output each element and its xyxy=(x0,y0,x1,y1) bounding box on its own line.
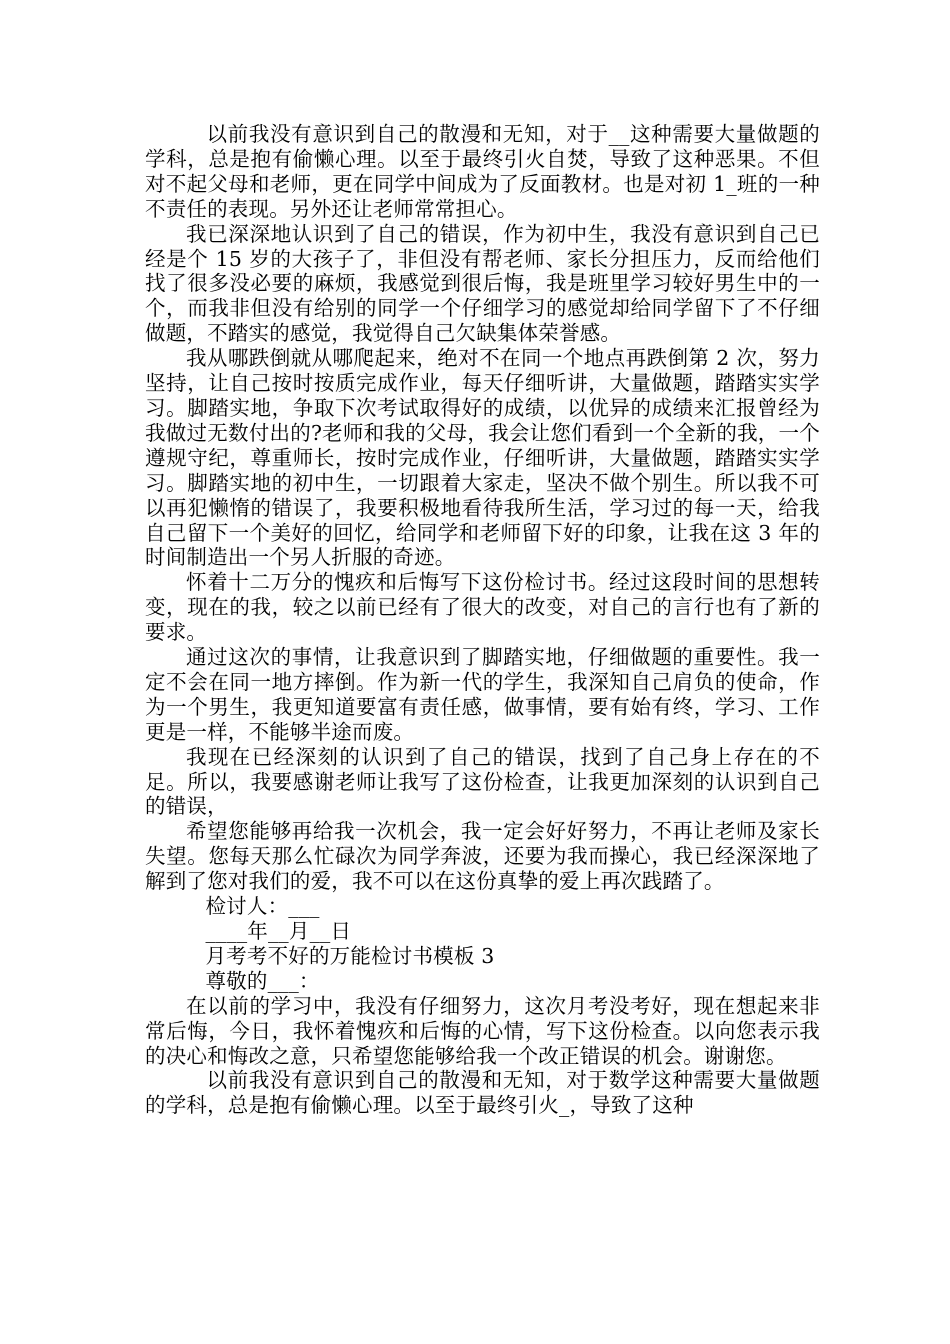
paragraph-2: 我已深深地认识到了自己的错误，作为初中生，我没有意识到自己已经是个 15 岁的大孩子了，非但没有帮老师、家长分担压力，反而给他们找了很多没必要的麻烦，我感觉到很后悔，我是班里学习较好男生中的一个，而我非但没有给别的同学一个仔细学习的感觉却给同学留下了不仔细做题，不踏实的感觉，我觉得自己欠缺集体荣誉感。 xyxy=(145,221,820,346)
paragraph-9: 以前我没有意识到自己的散漫和无知，对于数学这种需要大量做题的学科，总是抱有偷懒心理。以至于最终引火_，导致了这种 xyxy=(145,1068,820,1118)
document-body xyxy=(145,122,820,1118)
paragraph-4: 怀着十二万分的愧疚和后悔写下这份检讨书。经过这段时间的思想转变，现在的我，较之以前已经有了很大的改变，对自己的言行也有了新的要求。 xyxy=(145,570,820,645)
paragraph-5: 通过这次的事情，让我意识到了脚踏实地，仔细做题的重要性。我一定不会在同一地方摔倒。作为新一代的学生，我深知自己肩负的使命，作为一个男生，我更知道要富有责任感，做事情，要有始有终，学习、工作更是一样，不能够半途而废。 xyxy=(145,645,820,744)
paragraph-8: 在以前的学习中，我没有仔细努力，这次月考没考好，现在想起来非常后悔，今日，我怀着愧疚和后悔的心情，写下这份检查。以向您表示我的决心和悔改之意，只希望您能够给我一个改正错误的机会。谢谢您。 xyxy=(145,993,820,1068)
paragraph-6: 我现在已经深刻的认识到了自己的错误，找到了自己身上存在的不足。所以，我要感谢老师让我写了这份检查，让我更加深刻的认识到自己的错误， xyxy=(145,744,820,819)
signature-line: 检讨人：___ xyxy=(205,894,320,919)
paragraph-1: 以前我没有意识到自己的散漫和无知，对于__这种需要大量做题的学科，总是抱有偷懒心理。以至于最终引火自焚，导致了这种恶果。不但对不起父母和老师，更在同学中间成为了反面教材。也是对初 1_班的一种不责任的表现。另外还让老师常常担心。 xyxy=(145,122,820,221)
template-title: 月考考不好的万能检讨书模板 3 xyxy=(205,943,495,968)
date-line: ____年__月__日 xyxy=(205,919,352,943)
salutation: 尊敬的___： xyxy=(205,968,320,993)
paragraph-7: 希望您能够再给我一次机会，我一定会好好努力，不再让老师及家长失望。您每天那么忙碌次为同学奔波，还要为我而操心，我已经深深地了解到了您对我们的爱，我不可以在这份真挚的爱上再次践踏了。 xyxy=(145,819,820,894)
paragraph-3: 我从哪跌倒就从哪爬起来，绝对不在同一个地点再跌倒第 2 次，努力坚持，让自己按时按质完成作业，每天仔细听讲，大量做题，踏踏实实学习。脚踏实地，争取下次考试取得好的成绩，以优异的成绩来汇报曾经为我做过无数付出的?老师和我的父母，我会让您们看到一个全新的我，一个遵规守纪，尊重师长，按时完成作业，仔细听讲，大量做题，踏踏实实学习。脚踏实地的初中生，一切跟着大家走，坚决不做个别生。所以我不可以再犯懒惰的错误了，我要积极地看待我所生活，学习过的每一天，给我自己留下一个美好的回忆，给同学和老师留下好的印象，让我在这 3 年的时间制造出一个另人折服的奇迹。 xyxy=(145,346,820,570)
